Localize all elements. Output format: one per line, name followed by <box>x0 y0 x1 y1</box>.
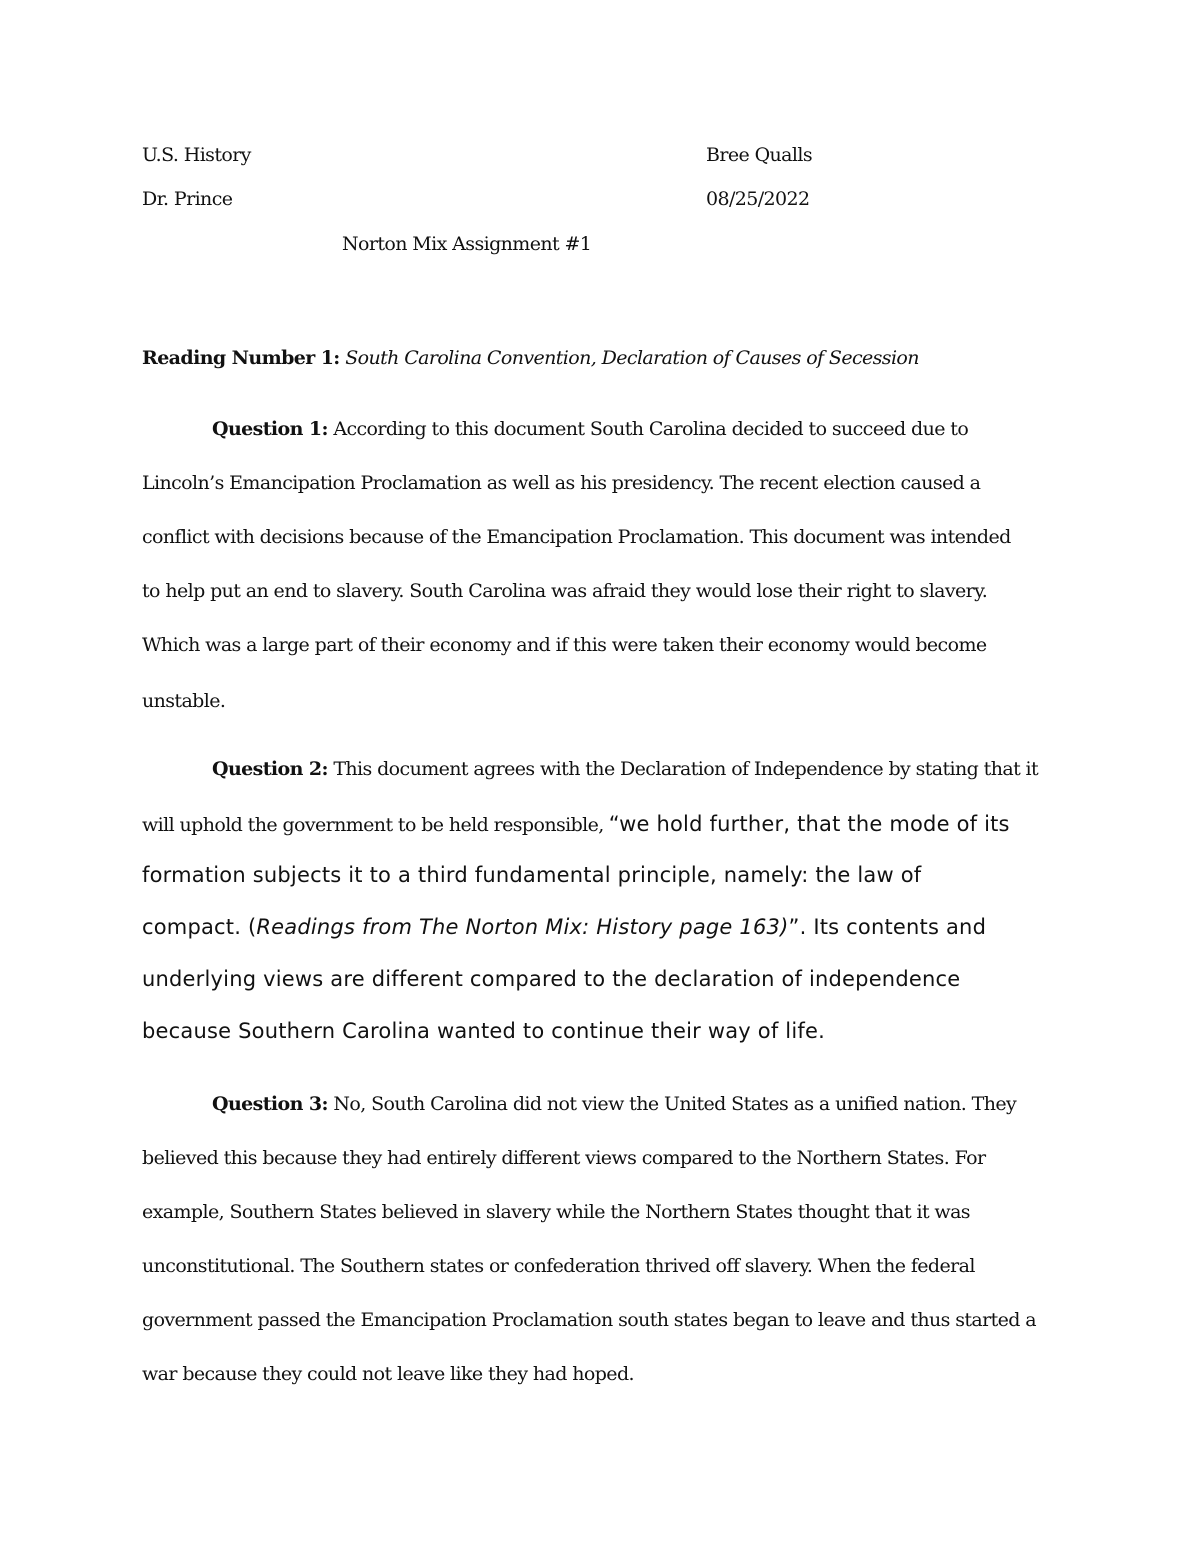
question-1-line: Lincoln’s Emancipation Proclamation as well as his presidency. The recent election caused a <box>142 472 981 494</box>
question-3-line: believed this because they had entirely different views compared to the Northern States. For <box>142 1147 986 1169</box>
submission-date: 08/25/2022 <box>706 188 810 210</box>
question-2-line: Question 2: This document agrees with the Declaration of Independence by stating that it <box>212 758 1039 780</box>
question-3-line: example, Southern States believed in slavery while the Northern States thought that it was <box>142 1201 970 1223</box>
question-2-line: compact. (Readings from The Norton Mix: History page 163)”. Its contents and <box>142 915 987 939</box>
question-2-line: formation subjects it to a third fundamental principle, namely: the law of <box>142 863 922 887</box>
question-1-label: Question 1: <box>212 418 328 440</box>
question-3-label: Question 3: <box>212 1093 328 1115</box>
reading-source: South Carolina Convention, Declaration of Causes of Secession <box>345 347 919 369</box>
student-name: Bree Qualls <box>706 144 813 166</box>
course-name: U.S. History <box>142 144 251 166</box>
quote-start: “we hold further, that the mode of its <box>608 812 1010 836</box>
question-1-line: Question 1: According to this document South Carolina decided to succeed due to <box>212 418 969 440</box>
question-1-line: to help put an end to slavery. South Carolina was afraid they would lose their right to slavery. <box>142 580 988 602</box>
question-2-line: underlying views are different compared to the declaration of independence <box>142 967 961 991</box>
citation: Readings from The Norton Mix: History page 163) <box>256 915 789 939</box>
question-3-line: war because they could not leave like they had hoped. <box>142 1363 634 1385</box>
question-1-line: conflict with decisions because of the Emancipation Proclamation. This document was intended <box>142 526 1011 548</box>
assignment-title: Norton Mix Assignment #1 <box>342 233 592 255</box>
reading-label: Reading Number 1: <box>142 347 340 369</box>
question-3-line: government passed the Emancipation Proclamation south states began to leave and thus started a <box>142 1309 1037 1331</box>
instructor-name: Dr. Prince <box>142 188 233 210</box>
reading-heading <box>142 347 919 369</box>
question-1-line: unstable. <box>142 690 226 712</box>
question-2-line: will uphold the government to be held responsible, “we hold further, that the mode of its <box>142 812 1010 836</box>
question-3-line: unconstitutional. The Southern states or confederation thrived off slavery. When the federal <box>142 1255 975 1277</box>
question-1-line: Which was a large part of their economy and if this were taken their economy would become <box>142 634 987 656</box>
question-3-line: Question 3: No, South Carolina did not view the United States as a unified nation. They <box>212 1093 1017 1115</box>
question-2-line: because Southern Carolina wanted to continue their way of life. <box>142 1019 825 1043</box>
question-2-label: Question 2: <box>212 758 328 780</box>
